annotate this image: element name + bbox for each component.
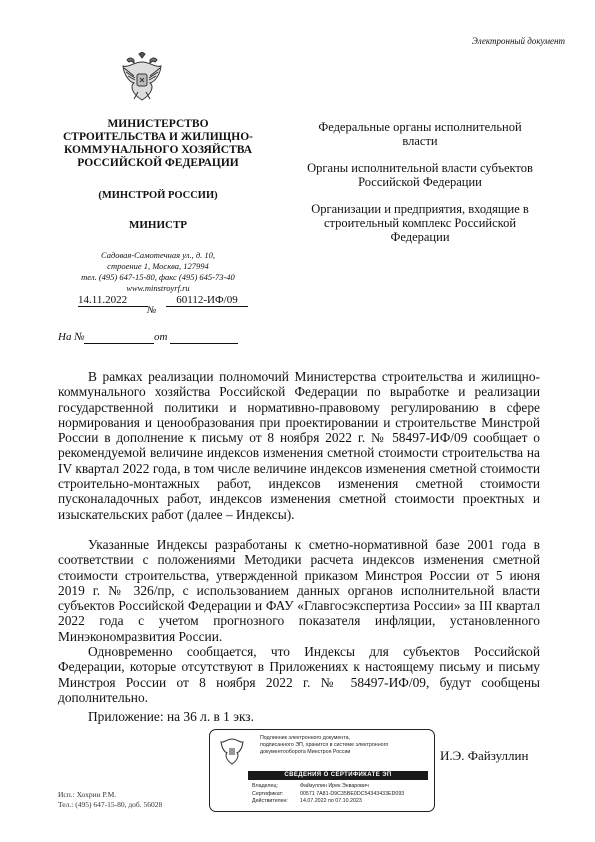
executor-phone: Тел.: (495) 647-15-80, доб. 56028 <box>58 800 163 809</box>
contact-phones: тел. (495) 647-15-80, факс (495) 645-73-40 <box>81 272 235 282</box>
validity-value: 14.07.2022 по 07.10.2023 <box>300 798 362 804</box>
signatory-name: И.Э. Файзуллин <box>440 748 529 763</box>
emblem-icon <box>219 736 245 766</box>
certificate-label: Сертификат: <box>252 790 284 797</box>
letter-body <box>58 369 540 705</box>
document-date: 14.11.2022 <box>78 294 148 307</box>
ministry-short-name: (МИНСТРОЙ РОССИИ) <box>98 190 218 201</box>
body-paragraph: Одновременно сообщается, что Индексы для субъектов Российской Федерации, которые отсутствуют в Приложениях к настоящему письму и письму Минстроя России от 8 ноября 2022 г. № 58497-ИФ/09, будут сообщены дополнительно. <box>58 644 540 705</box>
recipient: Органы исполнительной власти субъектов Российской Федерации <box>307 161 533 189</box>
recipient: Федеральные органы исполнительной власти <box>318 120 522 148</box>
executor-name: Исп.: Хохрин Р.М. <box>58 790 117 799</box>
document-number: 60112-ИФ/09 <box>166 294 248 307</box>
reference-number-field <box>84 331 154 344</box>
body-paragraph: В рамках реализации полномочий Министерства строительства и жилищно-коммунального хозяйства Российской Федерации по выработке и реализации государственной политики и нормативно-правовому регулированию в сфере нормирования и ценообразования при проектировании и строительстве Минстрой России в дополнение к письму от 8 ноября 2022 г. № 58497-ИФ/09 сообщает о рекомендуемой величине индексов изменения сметной стоимости строительства на IV квартал 2022 года, в том числе величине индексов изменения сметной стоимости строительно-монтажных работ, индексов изменения сметной стоимости пусконаладочных работ, индексов изменения сметной стоимости проектных и изыскательских работ (далее – Индексы). <box>58 369 540 522</box>
recipient: Организации и предприятия, входящие в строительный комплекс Российской Федерации <box>311 202 529 244</box>
certificate-value: 00571 7A81-D9C35BE0DC54343433ED093 <box>300 790 405 797</box>
certificate-details <box>252 783 432 806</box>
owner-value: Файзуллин Ирек Энварович <box>300 783 369 789</box>
reference-date-field <box>170 331 238 344</box>
ecp-notice-line: подписанного ЭП, хранится в системе электронного <box>260 742 389 748</box>
certificate-header: СВЕДЕНИЯ О СЕРТИФИКАТЕ ЭП <box>248 771 428 780</box>
ecp-notice-line: документооборота Минстроя России <box>260 749 351 755</box>
ecp-notice <box>260 735 428 756</box>
executor-info <box>58 790 162 810</box>
reference-number-label: На № <box>58 331 85 343</box>
ecp-notice-line: Подлинник электронного документа, <box>260 735 351 741</box>
address-line: Садовая-Самотечная ул., д. 10, <box>100 250 216 260</box>
electronic-document-mark: Электронный документ <box>471 36 565 46</box>
minister-title: МИНИСТР <box>128 219 188 231</box>
document-number-label: № <box>147 305 157 316</box>
address-line: строение 1, Москва, 127994 <box>107 261 209 271</box>
appendix-note: Приложение: на 36 л. в 1 экз. <box>88 709 254 724</box>
ministry-name: МИНИСТЕРСТВО СТРОИТЕЛЬСТВА И ЖИЛИЩНО-КОММУНАЛЬНОГО ХОЗЯЙСТВА РОССИЙСКОЙ ФЕДЕРАЦИИ <box>63 118 253 169</box>
state-emblem-icon <box>120 52 164 104</box>
recipients-block <box>300 120 540 257</box>
ministry-address <box>58 250 258 294</box>
validity-label: Действителен: <box>252 798 288 804</box>
website: www.minstroyrf.ru <box>126 283 190 293</box>
electronic-signature-stamp <box>209 729 435 812</box>
body-paragraph: Указанные Индексы разработаны к сметно-нормативной базе 2001 года в соответствии с положениями Методики расчета индексов изменения сметной стоимости строительства, утвержденной приказом Минстроя России от 5 июня 2019 г. № 326/пр, с использованием данных органов исполнительной власти субъектов Российской Федерации и ФАУ «Главгосэкспертиза России» за III квартал 2022 года с учетом прогнозного показателя инфляции, установленного Минэкономразвития России. <box>58 536 540 644</box>
reference-date-label: от <box>154 331 168 343</box>
owner-label: Владелец: <box>252 783 278 789</box>
